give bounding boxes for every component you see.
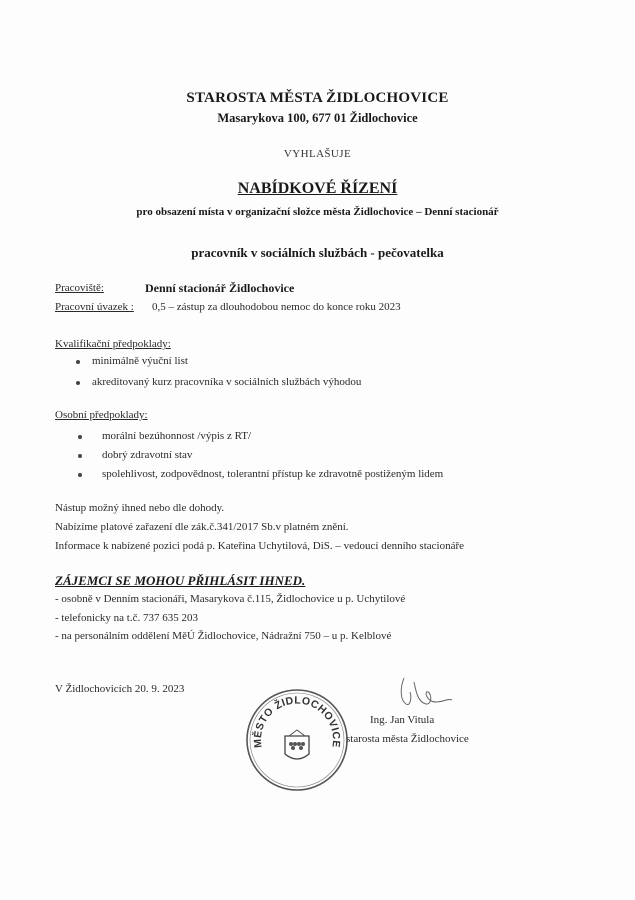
bullet-icon (78, 454, 82, 458)
work-load-value: 0,5 – zástup za dlouhodobou nemoc do konce roku 2023 (152, 301, 401, 313)
signer-role: starosta města Židlochovice (346, 733, 469, 745)
info-start: Nástup možný ihned nebo dle dohody. (55, 502, 225, 514)
qualification-item: minimálně výuční list (92, 355, 188, 367)
personal-item: spolehlivost, zodpovědnost, tolerantní přístup ke zdravotně postiženým lidem (102, 468, 444, 480)
document-subtitle: pro obsazení místa v organizační složce města Židlochovice – Denní stacionář (136, 206, 499, 218)
apply-item: - telefonicky na t.č. 737 635 203 (55, 612, 198, 624)
place-date: V Židlochovicích 20. 9. 2023 (55, 683, 185, 695)
stamp-text: MĚSTO ŽIDLOCHOVICE (251, 694, 343, 749)
document-title: NABÍDKOVÉ ŘÍZENÍ (237, 180, 398, 197)
issuer-title: STAROSTA MĚSTA ŽIDLOCHOVICE (186, 90, 449, 106)
signer-name: Ing. Jan Vitula (370, 714, 435, 726)
qualification-item: akreditovaný kurz pracovníka v sociálních službách výhodou (92, 376, 362, 388)
signature-image (392, 672, 462, 712)
work-load-label: Pracovní úvazek : (55, 301, 134, 313)
bullet-icon (76, 381, 80, 385)
info-salary: Nabízíme platové zařazení dle zák.č.341/2017 Sb.v platném znění. (55, 521, 349, 533)
personal-item: dobrý zdravotní stav (102, 449, 193, 461)
personal-item: morální bezúhonnost /výpis z RT/ (102, 430, 252, 442)
qualification-heading: Kvalifikační předpoklady: (55, 338, 171, 350)
announce-word: VYHLAŠUJE (283, 148, 352, 160)
bullet-icon (78, 473, 82, 477)
issuer-address: Masarykova 100, 677 01 Židlochovice (217, 111, 418, 125)
position-title: pracovník v sociálních službách - pečovatelka (191, 245, 444, 260)
apply-item: - osobně v Denním stacionáři, Masarykova č.115, Židlochovice u p. Uchytilové (55, 593, 406, 605)
workplace-value: Denní stacionář Židlochovice (145, 281, 295, 295)
workplace-label: Pracoviště: (55, 282, 104, 294)
bullet-icon (78, 435, 82, 439)
personal-heading: Osobní předpoklady: (55, 409, 148, 421)
apply-heading: ZÁJEMCI SE MOHOU PŘIHLÁSIT IHNED. (55, 573, 306, 588)
city-stamp (245, 688, 349, 792)
apply-item: - na personálním oddělení MěÚ Židlochovice, Nádražní 750 – u p. Kelblové (55, 630, 392, 642)
info-contact: Informace k nabízené pozici podá p. Kateřina Uchytilová, DiS. – vedoucí denního stacionáře (55, 540, 464, 552)
bullet-icon (76, 360, 80, 364)
